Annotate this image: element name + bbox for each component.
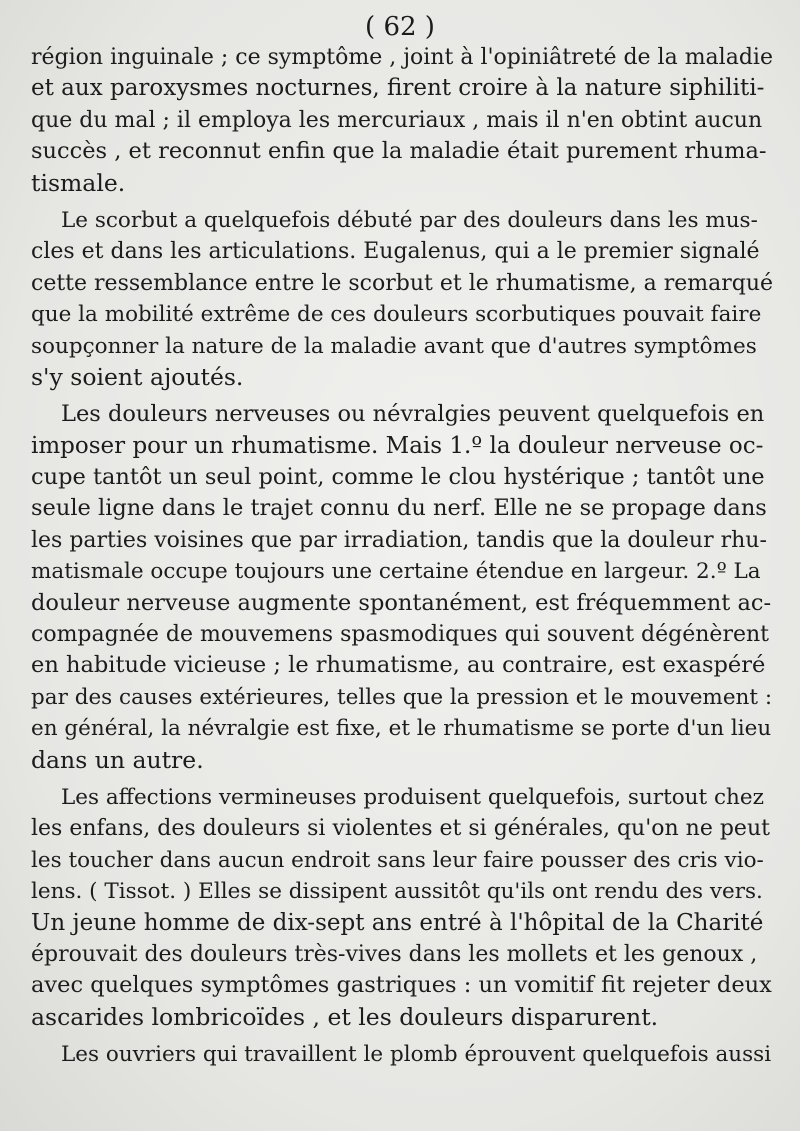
text-line: soupçonner la nature de la maladie avant que d'autres symptômes [31, 333, 757, 359]
paragraph [31, 399, 773, 776]
page-number: ( 62 ) [365, 12, 435, 42]
text-line: en général, la névralgie est fixe, et le rhumatisme se porte d'un lieu [31, 716, 772, 742]
paragraph [31, 782, 773, 1033]
text-line: en habitude vicieuse ; le rhumatisme, au contraire, est exaspéré [31, 652, 766, 679]
text-line: tismale. [31, 168, 126, 197]
text-line: Les douleurs nerveuses ou névralgies peuvent quelquefois en [61, 401, 765, 428]
text-line: dans un autre. [31, 745, 204, 774]
text-line: Les affections vermineuses produisent quelquefois, surtout chez [61, 784, 764, 810]
text-line: que du mal ; il employa les mercuriaux , mais il n'en obtint aucun [31, 107, 763, 133]
text-line: avec quelques symptômes gastriques : un vomitif fit rejeter deux [31, 972, 772, 999]
text-line: région inguinale ; ce symptôme , joint à l'opiniâtreté de la maladie [31, 45, 773, 70]
text-line: Les ouvriers qui travaillent le plomb éprouvent quelquefois aussi [61, 1042, 772, 1068]
text-line: compagnée de mouvemens spasmodiques qui souvent dégénèrent [31, 622, 769, 648]
text-line: cupe tantôt un seul point, comme le clou hystérique ; tantôt une [31, 464, 765, 491]
text-line: s'y soient ajoutés. [31, 362, 244, 391]
text-line: par des causes extérieures, telles que la pression et le mouvement : [31, 684, 773, 710]
text-line: Le scorbut a quelquefois débuté par des douleurs dans les mus- [61, 207, 758, 233]
text-line: douleur nerveuse augmente spontanément, est fréquemment ac- [31, 589, 772, 616]
text-line: les enfans, des douleurs si violentes et si générales, qu'on ne peut [31, 816, 770, 842]
paragraph [31, 42, 773, 199]
text-line: éprouvait des douleurs très-vives dans les mollets et les genoux , [31, 941, 758, 967]
text-line: et aux paroxysmes nocturnes, firent croire à la nature siphiliti- [31, 75, 765, 102]
text-line: les toucher dans aucun endroit sans leur faire pousser des cris vio- [31, 847, 764, 873]
text-line: seule ligne dans le trajet connu du nerf. Elle ne se propage dans [31, 495, 767, 522]
text-line: imposer pour un rhumatisme. Mais 1.º la douleur nerveuse oc- [31, 432, 764, 459]
body-text [31, 42, 773, 1071]
paragraph [31, 205, 773, 393]
text-line: matismale occupe toujours une certaine étendue en largeur. 2.º La [31, 559, 761, 585]
text-line: que la mobilité extrême de ces douleurs scorbutiques pouvait faire [31, 302, 762, 328]
text-line: les parties voisines que par irradiation, tandis que la douleur rhu- [31, 527, 767, 553]
text-line: cles et dans les articulations. Eugalenus, qui a le premier signalé [31, 239, 760, 265]
text-line: succès , et reconnut enfin que la maladie était purement rhuma- [31, 138, 767, 165]
paragraph [31, 1039, 773, 1070]
text-line: lens. ( Tissot. ) Elles se dissipent aussitôt qu'ils ont rendu des vers. [31, 879, 763, 905]
text-line: cette ressemblance entre le scorbut et le rhumatisme, a remarqué [31, 270, 773, 296]
text-line: Un jeune homme de dix-sept ans entré à l'hôpital de la Charité [31, 909, 764, 936]
text-line: ascarides lombricoïdes , et les douleurs disparurent. [31, 1002, 659, 1031]
